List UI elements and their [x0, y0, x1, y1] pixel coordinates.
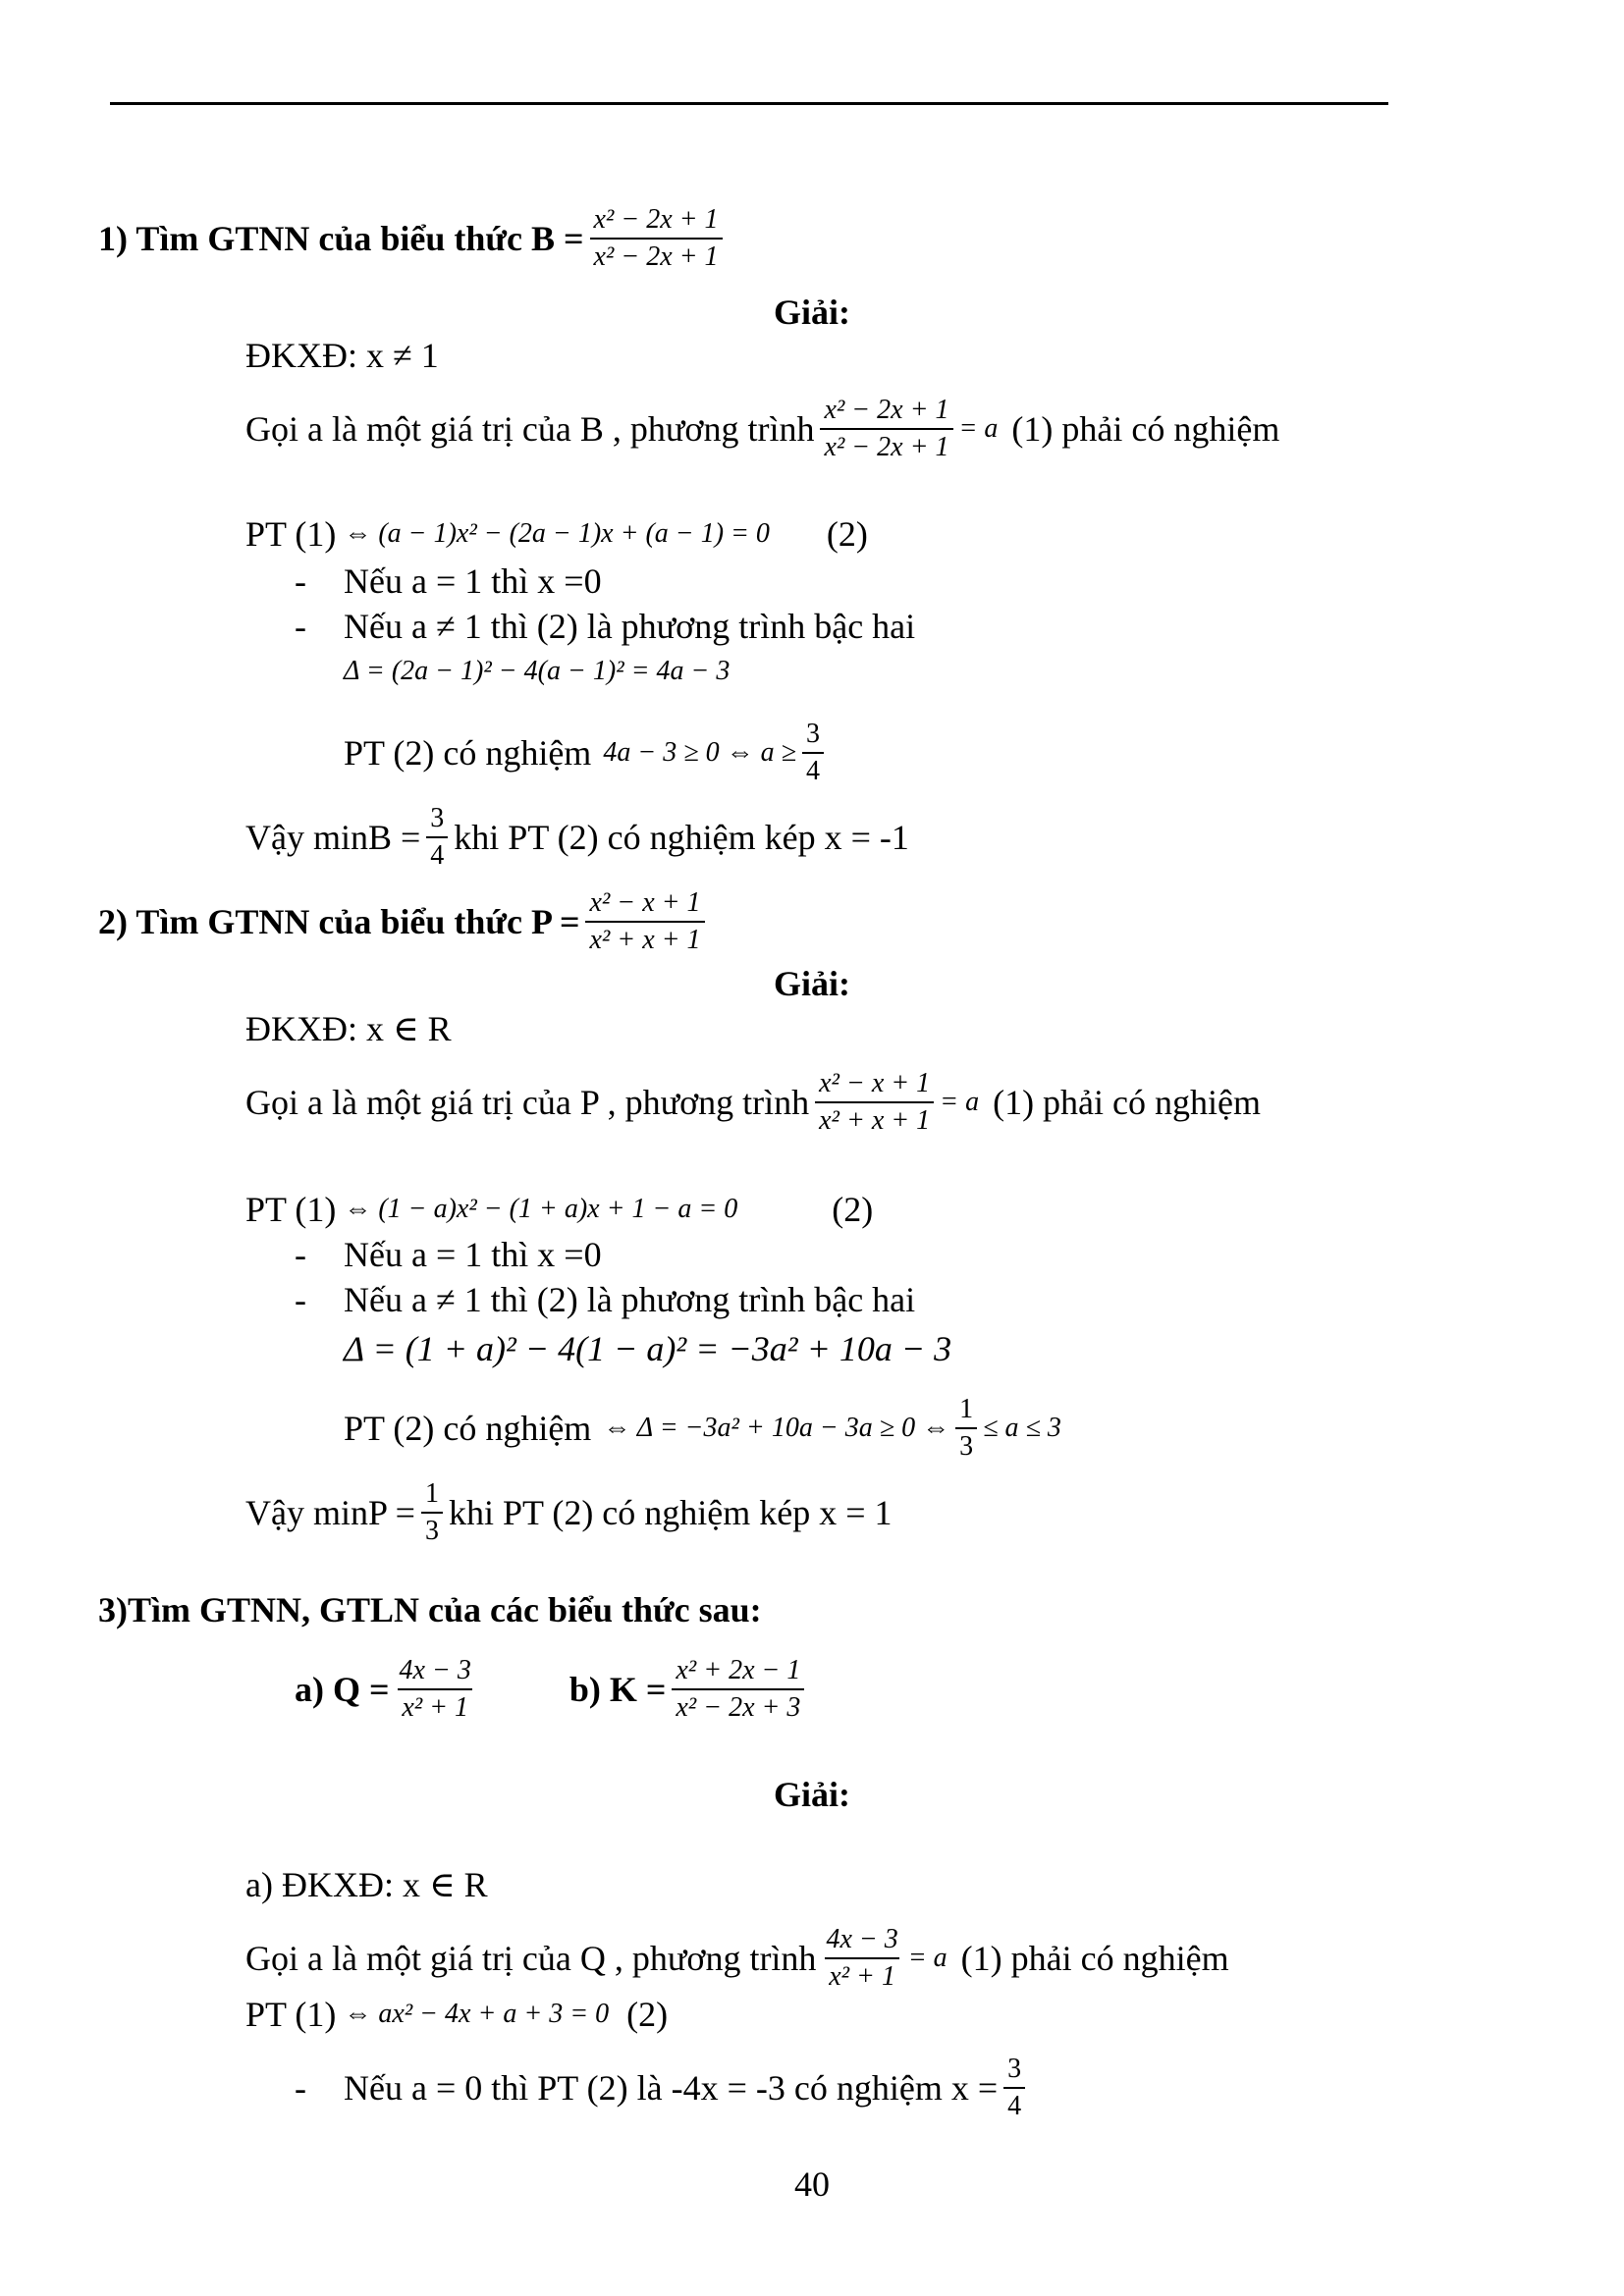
- pt-equation: ⇔ ax² − 4x + a + 3 = 0: [344, 1999, 610, 2029]
- equals-a: = a: [958, 413, 999, 444]
- setup-text: Gọi a là một giá trị của Q , phương trình: [245, 1939, 817, 1978]
- pt-equation: ⇔ (a − 1)x² − (2a − 1)x + (a − 1) = 0: [344, 518, 770, 549]
- pt-line-3: [245, 1993, 668, 2036]
- setup-line-2: [245, 1070, 1261, 1135]
- fraction-numerator: x² − 2x + 1: [824, 395, 949, 425]
- case-1-line: [295, 1233, 602, 1276]
- expression-k-fraction: [672, 1657, 804, 1722]
- solution-label-text: Giải:: [774, 1775, 850, 1814]
- condition-line-1: [344, 721, 830, 785]
- section-3-expressions: [295, 1657, 810, 1722]
- fraction-numerator: 1: [959, 1394, 974, 1424]
- pt-line-2: [245, 1188, 873, 1231]
- case-1-line: [295, 2056, 1031, 2120]
- setup-line-1: [245, 397, 1279, 461]
- setup-line-3: [245, 1926, 1229, 1991]
- setup-fraction: [820, 397, 952, 461]
- section-1-title: 1) Tìm GTNN của biểu thức B =: [98, 219, 584, 258]
- conclusion-text: Vậy minB =: [245, 818, 421, 857]
- expression-b-fraction: [590, 206, 723, 271]
- fraction-numerator: 1: [424, 1478, 439, 1509]
- fraction-numerator: x² + 2x − 1: [676, 1655, 801, 1685]
- pt-label: PT (1): [245, 1995, 337, 2034]
- pt-line-1: [245, 512, 868, 556]
- equation-tag: (2): [832, 1190, 874, 1229]
- expression-q-label: a) Q =: [295, 1670, 390, 1709]
- fraction-denominator: 4: [1003, 2087, 1025, 2120]
- section-2-title: 2) Tìm GTNN của biểu thức P =: [98, 902, 580, 941]
- case-text: Nếu a = 1 thì x =0: [344, 1235, 602, 1274]
- equation-tag: (2): [826, 514, 868, 554]
- equals-a: = a: [940, 1087, 980, 1117]
- domain-text: a) ĐKXĐ: x ∈ R: [245, 1865, 488, 1904]
- condition-equation: 4a − 3 ≥ 0 ⇔ a ≥: [603, 737, 796, 768]
- fraction-denominator: x² − 2x + 3: [672, 1688, 804, 1722]
- conclusion-tail: khi PT (2) có nghiệm kép x = 1: [448, 1493, 893, 1532]
- conclusion-tail: khi PT (2) có nghiệm kép x = -1: [454, 818, 909, 857]
- delta-equation: Δ = (2a − 1)² − 4(a − 1)² = 4a − 3: [344, 656, 731, 686]
- fraction-denominator: 3: [955, 1427, 977, 1461]
- fraction-denominator: 4: [426, 836, 448, 870]
- setup-tail: (1) phải có nghiệm: [960, 1939, 1229, 1978]
- solution-label-2: [0, 962, 1624, 1005]
- page-number: 40: [794, 2164, 830, 2204]
- case-text: Nếu a ≠ 1 thì (2) là phương trình bậc hai: [344, 607, 916, 646]
- conclusion-text: Vậy minP =: [245, 1493, 415, 1532]
- setup-fraction: [815, 1070, 934, 1135]
- setup-tail: (1) phải có nghiệm: [1011, 409, 1280, 449]
- section-3-title: 3)Tìm GTNN, GTLN của các biểu thức sau:: [98, 1590, 762, 1629]
- case-1-line: [295, 560, 602, 603]
- fraction-denominator: x² + 1: [398, 1688, 472, 1722]
- domain-condition-2: [245, 1007, 452, 1050]
- case-text: Nếu a = 1 thì x =0: [344, 561, 602, 601]
- domain-condition-3: [245, 1863, 488, 1906]
- bullet-dash: -: [295, 2068, 306, 2108]
- section-1-heading: [98, 206, 729, 271]
- fraction-denominator: x² − 2x + 1: [590, 238, 723, 271]
- fraction-numerator: 3: [1007, 2054, 1022, 2084]
- case-fraction: [1003, 2056, 1025, 2120]
- case-2-line: [295, 605, 915, 648]
- fraction-numerator: x² − x + 1: [819, 1068, 931, 1098]
- condition-line-2: [344, 1396, 1061, 1461]
- setup-fraction: [822, 1926, 901, 1991]
- pt-equation: ⇔ (1 − a)x² − (1 + a)x + 1 − a = 0: [344, 1194, 738, 1224]
- solution-label-3: [0, 1773, 1624, 1816]
- case-text: Nếu a ≠ 1 thì (2) là phương trình bậc hai: [344, 1280, 916, 1319]
- condition-tail: ≤ a ≤ 3: [983, 1413, 1061, 1443]
- bullet-dash: -: [295, 561, 306, 601]
- fraction-denominator: x² + 1: [825, 1957, 899, 1991]
- condition-text: PT (2) có nghiệm: [344, 1409, 592, 1448]
- conclusion-fraction: [421, 1480, 443, 1545]
- fraction-numerator: 4x − 3: [826, 1924, 898, 1954]
- conclusion-line-2: [245, 1480, 893, 1545]
- fraction-denominator: 4: [802, 752, 824, 785]
- pt-label: PT (1): [245, 514, 337, 554]
- pt-label: PT (1): [245, 1190, 337, 1229]
- solution-label-text: Giải:: [774, 964, 850, 1003]
- fraction-numerator: 3: [430, 803, 445, 833]
- section-3-heading: [98, 1588, 762, 1631]
- conclusion-fraction: [426, 805, 448, 870]
- fraction-numerator: 4x − 3: [399, 1655, 471, 1685]
- condition-text: PT (2) có nghiệm: [344, 733, 592, 773]
- conclusion-line-1: [245, 805, 909, 870]
- bullet-dash: -: [295, 1235, 306, 1274]
- condition-fraction: [802, 721, 824, 785]
- fraction-denominator: 3: [421, 1512, 443, 1545]
- expression-p-fraction: [585, 889, 704, 954]
- bullet-dash: -: [295, 607, 306, 646]
- solution-label-text: Giải:: [774, 293, 850, 332]
- header-rule: [110, 102, 1388, 105]
- setup-tail: (1) phải có nghiệm: [993, 1083, 1261, 1122]
- fraction-numerator: 3: [805, 719, 820, 749]
- solution-label-1: [0, 291, 1624, 334]
- expression-q-fraction: [396, 1657, 475, 1722]
- case-2-line: [295, 1278, 915, 1321]
- condition-fraction: [955, 1396, 977, 1461]
- delta-equation: Δ = (1 + a)² − 4(1 − a)² = −3a² + 10a − 3: [344, 1329, 952, 1368]
- domain-text: ĐKXĐ: x ∈ R: [245, 1009, 452, 1048]
- expression-k-label: b) K =: [568, 1670, 667, 1709]
- delta-line-1: [344, 650, 730, 693]
- case-text: Nếu a = 0 thì PT (2) là -4x = -3 có nghiệm x =: [344, 2068, 999, 2108]
- domain-text: ĐKXĐ: x ≠ 1: [245, 336, 439, 375]
- fraction-denominator: x² + x + 1: [815, 1101, 934, 1135]
- setup-text: Gọi a là một giá trị của B , phương trình: [245, 409, 815, 449]
- setup-text: Gọi a là một giá trị của P , phương trình: [245, 1083, 810, 1122]
- fraction-denominator: x² + x + 1: [585, 921, 704, 954]
- fraction-numerator: x² − x + 1: [589, 887, 701, 918]
- delta-line-2: [344, 1327, 951, 1370]
- condition-equation: ⇔ Δ = −3a² + 10a − 3a ≥ 0 ⇔: [603, 1413, 950, 1443]
- section-2-heading: [98, 889, 711, 954]
- equation-tag: (2): [626, 1995, 669, 2034]
- domain-condition-1: [245, 334, 439, 377]
- bullet-dash: -: [295, 1280, 306, 1319]
- equals-a: = a: [907, 1943, 947, 1973]
- fraction-denominator: x² − 2x + 1: [820, 428, 952, 461]
- fraction-numerator: x² − 2x + 1: [593, 204, 719, 235]
